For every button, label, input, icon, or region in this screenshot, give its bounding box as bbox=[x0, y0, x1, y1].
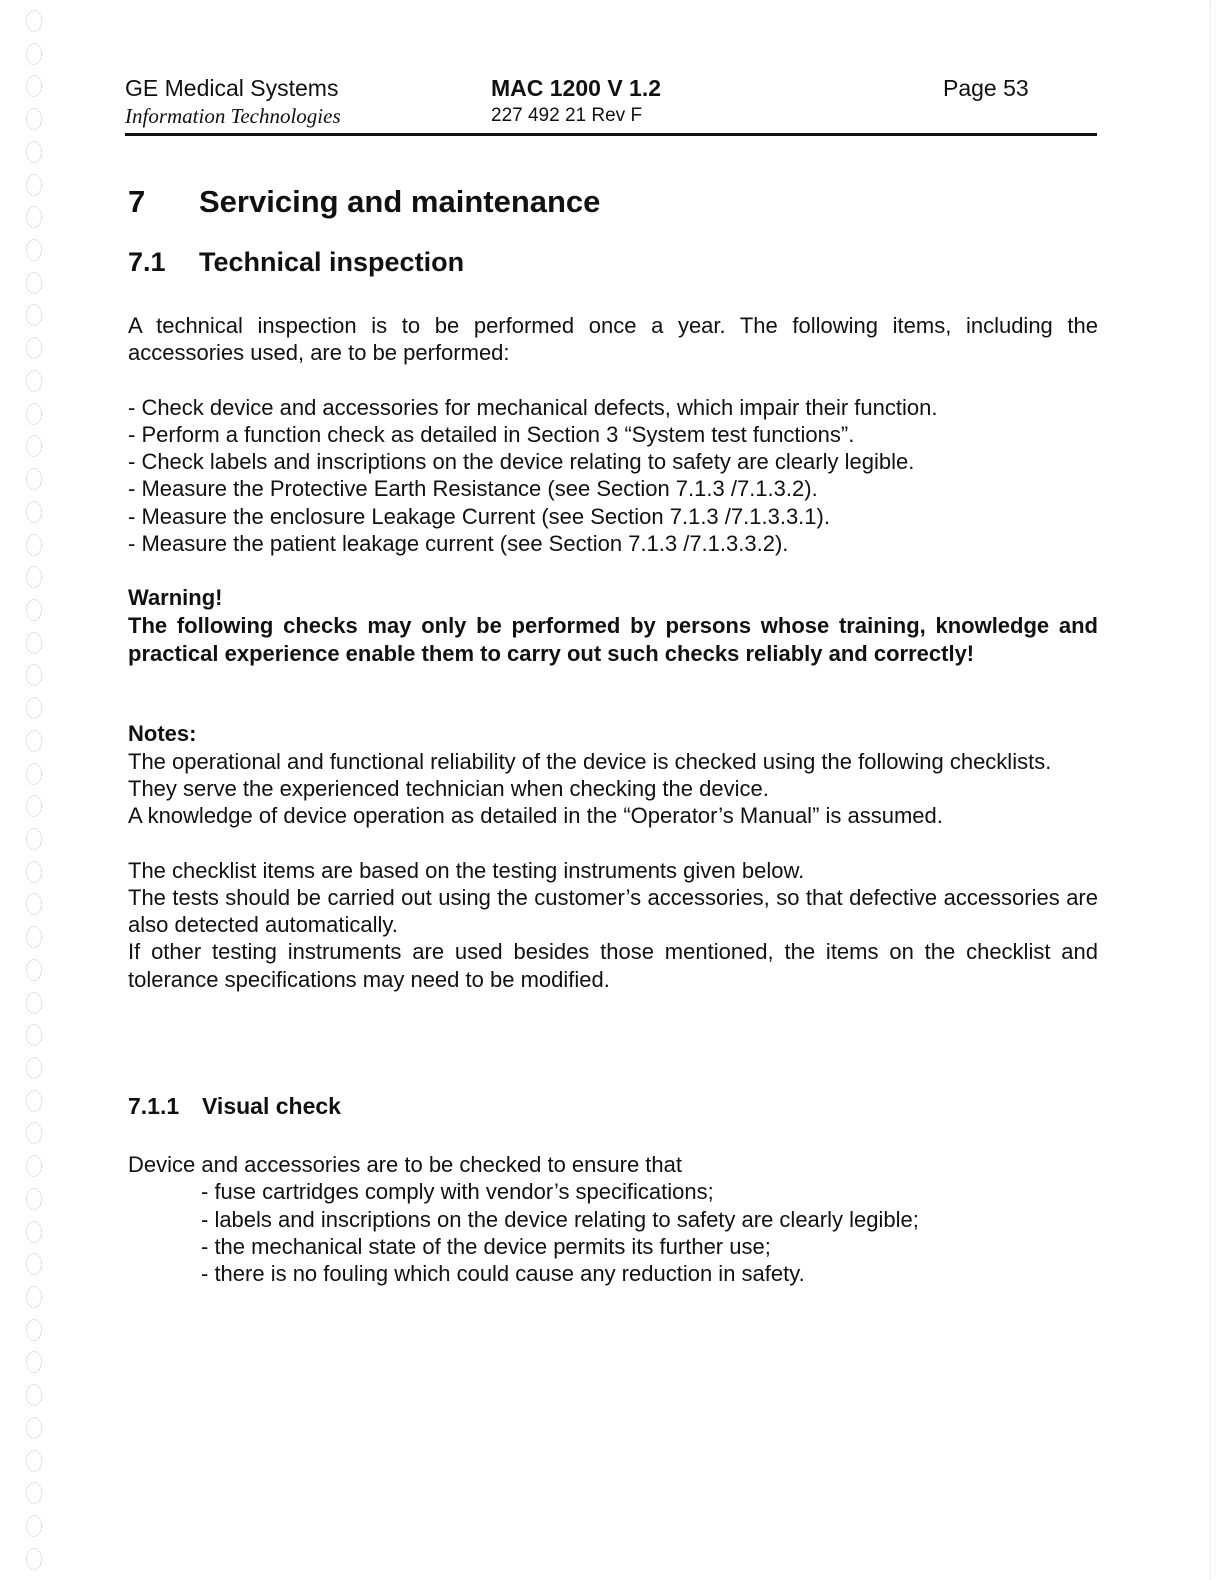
warning-block bbox=[128, 584, 1098, 668]
visual-check-list bbox=[201, 1178, 1098, 1287]
section-7-1-title: Technical inspection bbox=[199, 247, 465, 277]
instruments-paragraph: The checklist items are based on the testing instruments given below. bbox=[128, 857, 805, 883]
list-item: - Measure the patient leakage current (see Section 7.1.3 /7.1.3.3.2). bbox=[128, 531, 789, 557]
section-7-title: Servicing and maintenance bbox=[199, 184, 601, 219]
list-item: - Measure the Protective Earth Resistance (see Section 7.1.3 /7.1.3.2). bbox=[128, 476, 818, 502]
header-doc-number: 227 492 21 Rev F bbox=[491, 105, 643, 126]
header-product: MAC 1200 V 1.2 bbox=[491, 75, 662, 101]
section-7-1-1-heading bbox=[128, 1091, 1098, 1121]
warning-text: The following checks may only be performed by persons whose training, knowledge and practical experience enable them to carry out such checks reliably and correctly! bbox=[128, 613, 1098, 667]
visual-check-section bbox=[128, 1091, 1098, 1287]
visual-check-intro: Device and accessories are to be checked to ensure that bbox=[128, 1152, 682, 1178]
list-item: - there is no fouling which could cause any reduction in safety. bbox=[201, 1261, 805, 1287]
header-division: Information Technologies bbox=[125, 104, 341, 128]
header-page-number: Page 53 bbox=[943, 75, 1029, 101]
notes-paragraph: The operational and functional reliability of the device is checked using the following checklists. bbox=[128, 748, 1052, 774]
instruments-paragraph: The tests should be carried out using the customer’s accessories, so that defective accessories are also detected automatically. bbox=[128, 884, 1098, 938]
notes-paragraph: They serve the experienced technician when checking the device. bbox=[128, 775, 769, 801]
section-7-1-1-number: 7.1.1 bbox=[128, 1093, 180, 1120]
section-7-1-1-title: Visual check bbox=[202, 1093, 341, 1120]
list-item: - the mechanical state of the device permits its further use; bbox=[201, 1233, 771, 1259]
section-7-heading bbox=[128, 180, 1098, 224]
scan-edge bbox=[1210, 0, 1212, 1580]
list-item: - Check labels and inscriptions on the device relating to safety are clearly legible. bbox=[128, 449, 915, 475]
binder-hole-marks bbox=[14, 10, 54, 1570]
header-page-block bbox=[943, 74, 1029, 102]
header-rule bbox=[125, 133, 1097, 136]
page-header bbox=[125, 74, 1097, 136]
notes-block bbox=[128, 720, 1098, 829]
inspection-intro: A technical inspection is to be performed once a year. The following items, including the accessories used, are to be performed: bbox=[128, 313, 1098, 366]
inspection-checklist bbox=[128, 394, 1098, 558]
notes-title: Notes: bbox=[128, 721, 197, 747]
instruments-block bbox=[128, 857, 1098, 993]
list-item: - Check device and accessories for mechanical defects, which impair their function. bbox=[128, 394, 938, 420]
list-item: - Perform a function check as detailed in Section 3 “System test functions”. bbox=[128, 421, 855, 447]
section-7-number: 7 bbox=[128, 184, 146, 219]
list-item: - fuse cartridges comply with vendor’s specifications; bbox=[201, 1179, 714, 1205]
header-company-block bbox=[125, 74, 341, 130]
header-document-block bbox=[491, 74, 661, 130]
notes-paragraph: A knowledge of device operation as detailed in the “Operator’s Manual” is assumed. bbox=[128, 803, 943, 829]
warning-title: Warning! bbox=[128, 585, 223, 611]
instruments-paragraph: If other testing instruments are used besides those mentioned, the items on the checklist and tolerance specifications may need to be modified. bbox=[128, 939, 1098, 992]
section-7-1-heading bbox=[128, 242, 1098, 282]
list-item: - Measure the enclosure Leakage Current (see Section 7.1.3 /7.1.3.3.1). bbox=[128, 503, 830, 529]
header-company: GE Medical Systems bbox=[125, 75, 339, 101]
list-item: - labels and inscriptions on the device relating to safety are clearly legible; bbox=[201, 1206, 919, 1232]
section-7-1-number: 7.1 bbox=[128, 247, 166, 277]
page-content bbox=[128, 180, 1098, 1288]
